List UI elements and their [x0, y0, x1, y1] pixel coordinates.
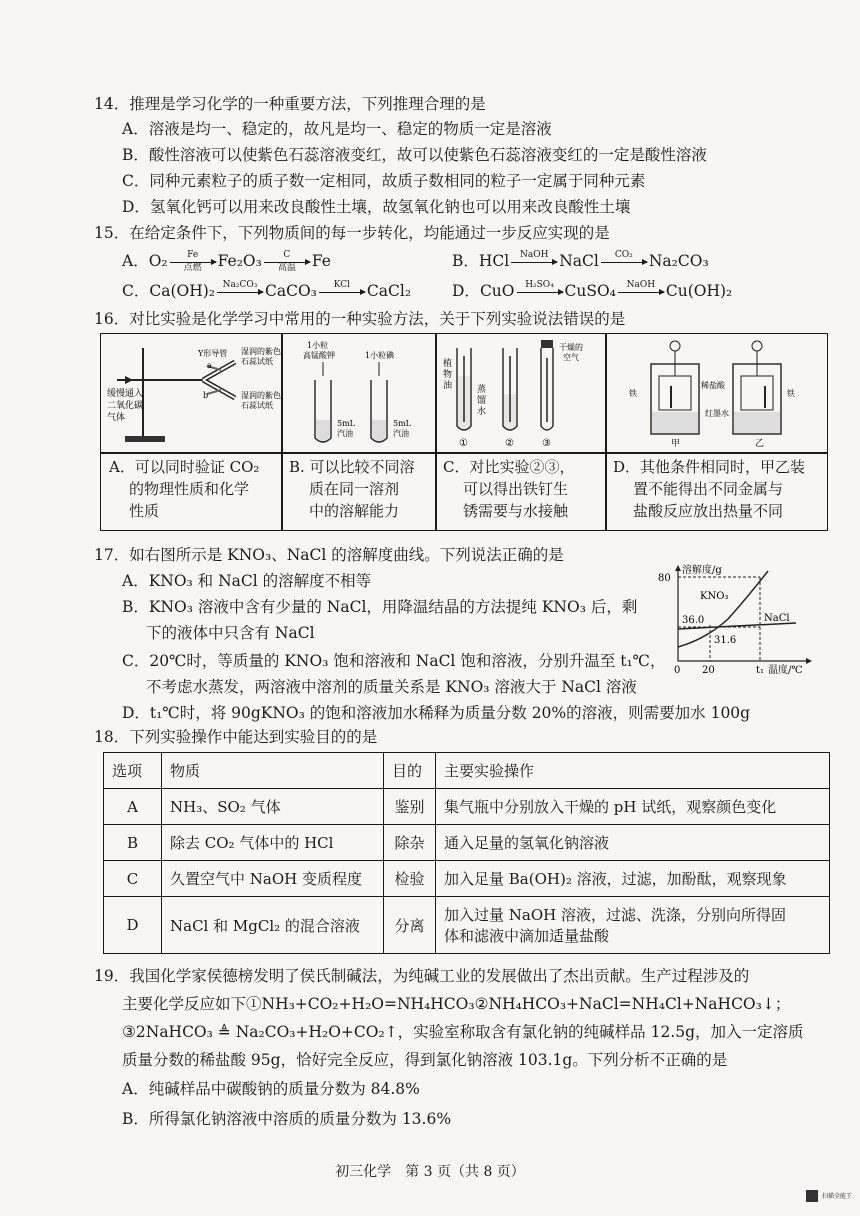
svg-text:空气: 空气 [563, 353, 579, 362]
q14-option-a: A．溶液是均一、稳定的，故凡是均一、稳定的物质一定是溶液 [122, 120, 552, 138]
svg-text:二氧化碳: 二氧化碳 [107, 401, 144, 411]
svg-text:汽油: 汽油 [337, 429, 353, 438]
svg-text:缓慢通入: 缓慢通入 [107, 389, 144, 399]
q17-option-b-line1: B．KNO₃ 溶液中含有少量的 NaCl，用降温结晶的方法提纯 KNO₃ 后，剩 [122, 598, 638, 616]
q15-option-b: B．HCl NaOH NaCl CO₂ Na₂CO₃ [452, 250, 709, 270]
q16-option-d: D．其他条件相同时，甲乙装 置不能得出不同金属与 盐酸反应放出热量不同 [613, 458, 806, 520]
svg-text:甲: 甲 [671, 439, 681, 449]
q15-option-c: C．Ca(OH)₂ Na₂CO₃ CaCO₃ KCl CaCl₂ [122, 280, 412, 300]
svg-text:③: ③ [542, 438, 551, 449]
q16-stem: 16．对比实验是化学学习中常用的一种实验方法，关于下列实验说法错误的是 [94, 310, 626, 328]
svg-text:20: 20 [702, 665, 715, 675]
svg-text:水: 水 [477, 407, 487, 417]
q15-option-d: D．CuO H₂SO₄ CuSO₄ NaOH Cu(OH)₂ [452, 280, 733, 300]
q16-option-b: B. 可以比较不同溶 质在同一溶剂 中的溶解能力 [289, 458, 415, 520]
q14-stem: 14．推理是学习化学的一种重要方法，下列推理合理的是 [94, 95, 486, 113]
q14-option-b: B．酸性溶液可以使紫色石蕊溶液变红，故可以使紫色石蕊溶液变红的一定是酸性溶液 [122, 146, 707, 164]
svg-text:乙: 乙 [755, 439, 765, 449]
svg-text:稀盐酸: 稀盐酸 [701, 381, 725, 390]
q15-option-a: A．O₂ Fe 点燃 Fe₂O₃ C 高温 Fe [122, 250, 331, 273]
svg-text:①: ① [459, 438, 468, 449]
svg-text:36.0: 36.0 [682, 615, 705, 626]
svg-text:31.6: 31.6 [714, 635, 737, 646]
q19-option-a: A．纯碱样品中碳酸钠的质量分数为 84.8% [122, 1080, 420, 1098]
q15-stem: 15．在给定条件下，下列物质间的每一步转化，均能通过一步反应实现的是 [94, 224, 610, 242]
q19-line3: ③2NaHCO₃ ≜ Na₂CO₃+H₂O+CO₂↑，实验室称取含有氯化钠的纯碱样品 12.5g，加入一定溶质 [122, 1023, 804, 1041]
table-row: D NaCl 和 MgCl₂ 的混合溶液 分离 加入过量 NaOH 溶液，过滤、洗涤，分别向所得固 体和滤液中滴加适量盐酸 [104, 897, 830, 954]
svg-text:植: 植 [443, 359, 453, 369]
svg-text:铁: 铁 [629, 389, 637, 398]
q17-option-d: D．t₁℃时，将 90gKNO₃ 的饱和溶液加水稀释为质量分数 20%的溶液，则需要加水 100g [122, 704, 751, 722]
svg-text:温度/℃: 温度/℃ [768, 665, 803, 675]
q16-option-c: C．对比实验②③， 可以得出铁钉生 锈需要与水接触 [443, 458, 575, 520]
svg-text:1小粒碘: 1小粒碘 [365, 351, 395, 360]
svg-text:1小粒: 1小粒 [307, 341, 329, 350]
q14-option-c: C．同种元素粒子的质子数一定相同，故质子数相同的粒子一定属于同种元素 [122, 172, 646, 190]
q17-option-a: A．KNO₃ 和 NaCl 的溶解度不相等 [122, 572, 372, 590]
q16-table [100, 333, 828, 531]
table-header-row: 选项 物质 目的 主要实验操作 [104, 753, 830, 789]
svg-text:②: ② [505, 438, 514, 449]
svg-text:湿润的紫色: 湿润的紫色 [241, 347, 281, 356]
table-row: C 久置空气中 NaOH 变质程度 检验 加入足量 Ba(OH)₂ 溶液，过滤，加酚酞，观察现象 [104, 861, 830, 897]
svg-text:溶解度/g: 溶解度/g [682, 565, 722, 576]
svg-text:NaCl: NaCl [764, 613, 790, 624]
qr-code-icon [806, 1190, 818, 1202]
solubility-curve-graph [656, 563, 816, 675]
q18-table [103, 752, 830, 954]
q19-line2: 主要化学反应如下①NH₃+CO₂+H₂O=NH₄HCO₃②NH₄HCO₃+NaCl=NH₄Cl+NaHCO₃↓； [122, 995, 791, 1013]
page-footer: 初三化学 第 3 页（共 8 页） [335, 1164, 525, 1180]
svg-text:石蕊试纸: 石蕊试纸 [241, 357, 273, 366]
table-row: B 除去 CO₂ 气体中的 HCl 除杂 通入足量的氢氧化钠溶液 [104, 825, 830, 861]
svg-text:油: 油 [443, 381, 453, 391]
svg-text:80: 80 [658, 573, 671, 584]
svg-text:5mL: 5mL [393, 419, 411, 428]
fig1-y-tube-apparatus [103, 336, 281, 450]
fig2-dissolving-tubes [285, 336, 435, 450]
fig4-flask-apparatus [607, 336, 827, 450]
svg-text:馏: 馏 [477, 396, 487, 406]
table-row: A NH₃、SO₂ 气体 鉴别 集气瓶中分别放入干燥的 pH 试纸，观察颜色变化 [104, 789, 830, 825]
svg-text:b: b [203, 391, 209, 400]
q17-stem: 17．如右图所示是 KNO₃、NaCl 的溶解度曲线。下列说法正确的是 [94, 546, 564, 564]
svg-text:红墨水: 红墨水 [705, 409, 729, 418]
fig3-iron-rust-tubes [437, 336, 605, 450]
svg-text:石蕊试纸: 石蕊试纸 [241, 401, 273, 410]
svg-text:汽油: 汽油 [393, 429, 409, 438]
svg-text:蒸: 蒸 [477, 385, 487, 395]
svg-text:铁: 铁 [787, 389, 795, 398]
svg-text:物: 物 [443, 370, 453, 380]
svg-text:干燥的: 干燥的 [559, 343, 583, 352]
svg-text:高锰酸钾: 高锰酸钾 [303, 351, 335, 360]
q19-option-b: B．所得氯化钠溶液中溶质的质量分数为 13.6% [122, 1110, 452, 1128]
svg-text:a: a [207, 361, 212, 370]
svg-text:Y形导管: Y形导管 [198, 349, 228, 358]
q18-stem: 18．下列实验操作中能达到实验目的的是 [94, 728, 378, 746]
svg-text:湿润的紫色: 湿润的紫色 [241, 391, 281, 400]
svg-text:t₁: t₁ [756, 665, 765, 675]
svg-text:5mL: 5mL [337, 419, 355, 428]
q17-option-b-line2: 下的液体中只含有 NaCl [146, 624, 315, 642]
scanner-watermark: 扫描全能王 [822, 1193, 853, 1200]
q17-option-c-line1: C．20℃时，等质量的 KNO₃ 饱和溶液和 NaCl 饱和溶液，分别升温至 t₁℃， [122, 652, 666, 670]
q19-line1: 19．我国化学家侯德榜发明了侯氏制碱法，为纯碱工业的发展做出了杰出贡献。生产过程涉及的 [94, 967, 750, 985]
svg-text:KNO₃: KNO₃ [700, 591, 729, 602]
svg-text:0: 0 [674, 665, 681, 675]
q14-option-d: D．氢氧化钙可以用来改良酸性土壤，故氢氧化钠也可以用来改良酸性土壤 [122, 198, 631, 216]
q17-option-c-line2: 不考虑水蒸发，两溶液中溶剂的质量关系是 KNO₃ 溶液大于 NaCl 溶液 [146, 678, 637, 696]
q16-option-a: A．可以同时验证 CO₂ 的物理性质和化学 性质 [109, 458, 260, 520]
svg-text:气体: 气体 [107, 413, 126, 423]
q19-line4: 质量分数的稀盐酸 95g，恰好完全反应，得到氯化钠溶液 103.1g。下列分析不正确的是 [122, 1051, 728, 1069]
